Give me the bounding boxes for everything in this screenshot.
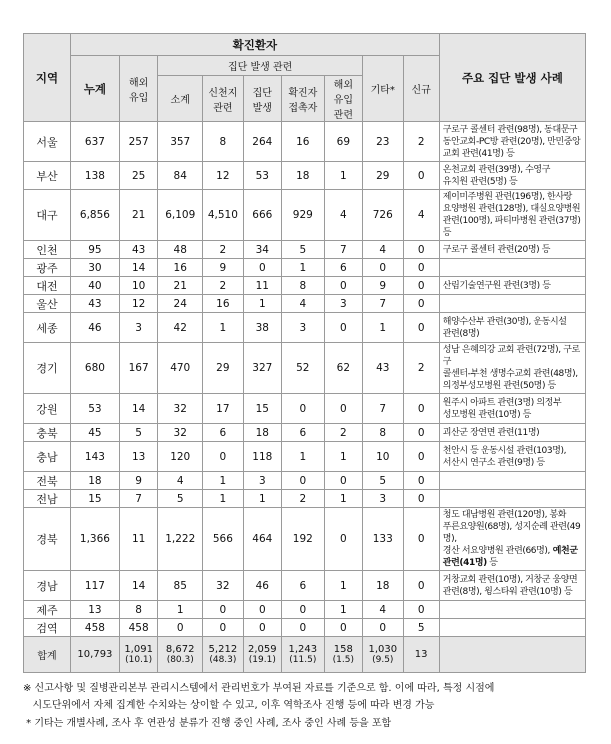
table-row: [24, 601, 586, 619]
subtotal-cell: 84: [158, 162, 203, 190]
cluster-cell: 327: [243, 343, 281, 394]
other-cell: 0: [363, 619, 404, 637]
overseas-cell: 14: [119, 259, 157, 277]
overseas-related-cell: 0: [324, 277, 362, 295]
table-row: [24, 472, 586, 490]
shincheonji-cell: 2: [203, 241, 244, 259]
subtotal-cell: 1,222: [158, 508, 203, 571]
new-cell: 0: [403, 424, 439, 442]
new-cell: 0: [403, 571, 439, 601]
new-cell: 0: [403, 277, 439, 295]
major-cases-cell: [439, 619, 585, 637]
total-subtotal-cell: [158, 637, 203, 673]
contact-cell: 0: [282, 394, 325, 424]
subtotal-cell: 357: [158, 122, 203, 162]
total-percent: (1.5): [332, 655, 354, 665]
shincheonji-cell: 0: [203, 601, 244, 619]
overseas-related-cell: 2: [324, 424, 362, 442]
major-cases-bold-text: 예천군: [550, 546, 578, 556]
major-cases-cell: 온천교회 관련(39명), 수영구 유치원 관련(5명) 등: [439, 162, 585, 190]
new-cell: 0: [403, 442, 439, 472]
cumulative-cell: 143: [70, 442, 119, 472]
contact-cell: 5: [282, 241, 325, 259]
cumulative-cell: 30: [70, 259, 119, 277]
total-overseas-related-cell: [324, 637, 362, 673]
header-new: 신규: [403, 56, 439, 122]
major-cases-text: 등: [486, 558, 498, 568]
overseas-cell: 3: [119, 313, 157, 343]
overseas-related-cell: 1: [324, 442, 362, 472]
other-cell: 23: [363, 122, 404, 162]
total-percent: (19.1): [248, 655, 276, 665]
header-region: 지역: [24, 34, 71, 122]
cluster-cell: 46: [243, 571, 281, 601]
shincheonji-cell: 4,510: [203, 190, 244, 241]
cumulative-cell: 40: [70, 277, 119, 295]
total-percent: (10.1): [125, 655, 153, 665]
other-cell: 5: [363, 472, 404, 490]
major-cases-bold-text: 관련(41명): [442, 558, 487, 568]
subtotal-cell: 48: [158, 241, 203, 259]
major-cases-cell: 거창교회 관련(10명), 거창군 웅양면 관련(8명), 윙스타워 관련(10명) 등: [439, 571, 585, 601]
overseas-cell: 11: [119, 508, 157, 571]
region-cell: 인천: [24, 241, 71, 259]
major-cases-cell: 구로구 콜센터 관련(20명) 등: [439, 241, 585, 259]
new-cell: 0: [403, 601, 439, 619]
table-row: [24, 295, 586, 313]
overseas-related-cell: 6: [324, 259, 362, 277]
region-cell: 강원: [24, 394, 71, 424]
other-cell: 8: [363, 424, 404, 442]
cluster-cell: 1: [243, 490, 281, 508]
overseas-cell: 7: [119, 490, 157, 508]
new-cell: 0: [403, 508, 439, 571]
major-cases-cell: 천안시 등 운동시설 관련(103명), 서산시 연구소 관련(9명) 등: [439, 442, 585, 472]
subtotal-cell: 21: [158, 277, 203, 295]
region-cell: 부산: [24, 162, 71, 190]
overseas-related-cell: 7: [324, 241, 362, 259]
table-row: [24, 424, 586, 442]
header-overseas-related: 해외 유입 관련: [324, 76, 362, 122]
shincheonji-cell: 32: [203, 571, 244, 601]
cumulative-cell: 53: [70, 394, 119, 424]
contact-cell: 0: [282, 601, 325, 619]
header-cumulative: 누계: [70, 56, 119, 122]
major-cases-cell: [439, 490, 585, 508]
new-cell: 0: [403, 394, 439, 424]
region-cell: 전북: [24, 472, 71, 490]
region-cell: 검역: [24, 619, 71, 637]
subtotal-cell: 16: [158, 259, 203, 277]
overseas-cell: 167: [119, 343, 157, 394]
subtotal-cell: 42: [158, 313, 203, 343]
total-row: [24, 637, 586, 673]
contact-cell: 52: [282, 343, 325, 394]
contact-cell: 0: [282, 472, 325, 490]
overseas-cell: 458: [119, 619, 157, 637]
total-new-cell: 13: [403, 637, 439, 673]
contact-cell: 6: [282, 424, 325, 442]
subtotal-cell: 5: [158, 490, 203, 508]
shincheonji-cell: 2: [203, 277, 244, 295]
contact-cell: 6: [282, 571, 325, 601]
total-percent: (80.3): [166, 655, 194, 665]
footnote-data-source-cont: 시도단위에서 자체 집계한 수치와는 상이할 수 있고, 이후 역학조사 진행 등에 따라 변경 가능: [23, 700, 435, 711]
total-value: 1,243: [288, 644, 318, 655]
other-cell: 133: [363, 508, 404, 571]
overseas-cell: 21: [119, 190, 157, 241]
table-row: [24, 394, 586, 424]
major-cases-cell: [439, 259, 585, 277]
region-cell: 울산: [24, 295, 71, 313]
table-row: [24, 162, 586, 190]
other-cell: 3: [363, 490, 404, 508]
table-row: [24, 259, 586, 277]
header-confirmed: 확진환자: [70, 34, 439, 56]
new-cell: 5: [403, 619, 439, 637]
total-overseas-cell: [119, 637, 157, 673]
contact-cell: 8: [282, 277, 325, 295]
cumulative-cell: 1,366: [70, 508, 119, 571]
overseas-cell: 14: [119, 571, 157, 601]
cumulative-cell: 637: [70, 122, 119, 162]
shincheonji-cell: 8: [203, 122, 244, 162]
subtotal-cell: 0: [158, 619, 203, 637]
cluster-cell: 118: [243, 442, 281, 472]
subtotal-cell: 24: [158, 295, 203, 313]
shincheonji-cell: 16: [203, 295, 244, 313]
cumulative-cell: 95: [70, 241, 119, 259]
other-cell: 726: [363, 190, 404, 241]
total-major-cases-cell: [439, 637, 585, 673]
header-subtotal: 소계: [158, 76, 203, 122]
overseas-cell: 25: [119, 162, 157, 190]
total-value: 158: [333, 644, 353, 655]
cluster-cell: 18: [243, 424, 281, 442]
cluster-cell: 53: [243, 162, 281, 190]
header-cluster: 집단 발생 관련: [158, 56, 363, 76]
cumulative-cell: 15: [70, 490, 119, 508]
major-cases-cell: 성남 은혜의강 교회 관련(72명), 구로구 콜센터-부천 생명수교회 관련(48명), 의정부성모병원 관련(50명) 등: [439, 343, 585, 394]
major-cases-cell: 원주시 아파트 관련(3명) 의정부 성모병원 관련(10명) 등: [439, 394, 585, 424]
table-row: [24, 190, 586, 241]
contact-cell: 3: [282, 313, 325, 343]
contact-cell: 0: [282, 619, 325, 637]
cluster-cell: 38: [243, 313, 281, 343]
region-cell: 경남: [24, 571, 71, 601]
cluster-cell: 264: [243, 122, 281, 162]
new-cell: 4: [403, 190, 439, 241]
other-cell: 9: [363, 277, 404, 295]
region-cell: 제주: [24, 601, 71, 619]
subtotal-cell: 470: [158, 343, 203, 394]
header-shincheonji: 신천지 관련: [203, 76, 244, 122]
region-cell: 광주: [24, 259, 71, 277]
table-row: [24, 619, 586, 637]
contact-cell: 2: [282, 490, 325, 508]
total-contact-cell: [282, 637, 325, 673]
overseas-related-cell: 1: [324, 601, 362, 619]
new-cell: 0: [403, 472, 439, 490]
overseas-cell: 5: [119, 424, 157, 442]
new-cell: 0: [403, 295, 439, 313]
contact-cell: 18: [282, 162, 325, 190]
total-value: 1,091: [124, 644, 153, 655]
subtotal-cell: 32: [158, 394, 203, 424]
overseas-cell: 9: [119, 472, 157, 490]
total-other-cell: [363, 637, 404, 673]
header-contact: 확진자 접촉자: [282, 76, 325, 122]
other-cell: 4: [363, 601, 404, 619]
covid-region-table-wrapper: [23, 33, 586, 673]
new-cell: 0: [403, 259, 439, 277]
subtotal-cell: 1: [158, 601, 203, 619]
cumulative-cell: 458: [70, 619, 119, 637]
total-value: 8,672: [165, 644, 195, 655]
total-cluster-cell: [243, 637, 281, 673]
cumulative-cell: 138: [70, 162, 119, 190]
region-cell: 서울: [24, 122, 71, 162]
overseas-cell: 14: [119, 394, 157, 424]
overseas-cell: 12: [119, 295, 157, 313]
other-cell: 0: [363, 259, 404, 277]
subtotal-cell: 32: [158, 424, 203, 442]
new-cell: 2: [403, 122, 439, 162]
table-row: [24, 442, 586, 472]
region-cell: 세종: [24, 313, 71, 343]
table-row: [24, 571, 586, 601]
shincheonji-cell: 566: [203, 508, 244, 571]
total-value: 1,030: [368, 644, 398, 655]
overseas-related-cell: 1: [324, 162, 362, 190]
total-percent: (9.5): [372, 655, 394, 665]
major-cases-cell: [439, 295, 585, 313]
table-row: [24, 313, 586, 343]
major-cases-cell: 구로구 콜센터 관련(98명), 동대문구 동안교회-PC방 관련(20명), 만민중앙 교회 관련(41명) 등: [439, 122, 585, 162]
footnote-data-source: ※ 신고사항 및 질병관리본부 관리시스템에서 관리번호가 부여된 자료를 기준으로 함. 이에 따라, 특정 시점에: [23, 683, 495, 694]
cluster-cell: 0: [243, 259, 281, 277]
contact-cell: 4: [282, 295, 325, 313]
region-cell: 충북: [24, 424, 71, 442]
cumulative-cell: 6,856: [70, 190, 119, 241]
overseas-related-cell: 1: [324, 490, 362, 508]
cumulative-cell: 680: [70, 343, 119, 394]
major-cases-cell: [439, 601, 585, 619]
total-percent: (11.5): [289, 655, 317, 665]
shincheonji-cell: 9: [203, 259, 244, 277]
total-shincheonji-cell: [203, 637, 244, 673]
overseas-related-cell: 69: [324, 122, 362, 162]
overseas-related-cell: 62: [324, 343, 362, 394]
new-cell: 0: [403, 241, 439, 259]
other-cell: 7: [363, 295, 404, 313]
major-cases-text: 청도 대남병원 관련(120명), 봉화 푸른요양원(68명), 성지순례 관련(49명), 경산 서요양병원 관련(66명),: [442, 510, 581, 556]
overseas-related-cell: 0: [324, 619, 362, 637]
header-other: 기타*: [363, 56, 404, 122]
table-row: [24, 241, 586, 259]
overseas-related-cell: 1: [324, 571, 362, 601]
cumulative-cell: 46: [70, 313, 119, 343]
shincheonji-cell: 29: [203, 343, 244, 394]
major-cases-cell: [439, 472, 585, 490]
covid-region-table: [23, 33, 586, 673]
other-cell: 43: [363, 343, 404, 394]
other-cell: 4: [363, 241, 404, 259]
new-cell: 0: [403, 313, 439, 343]
major-cases-cell: 제이미주병원 관련(196명), 한사랑 요양병원 관련(128명), 대실요양병원 관련(100명), 파티마병원 관련(37명) 등: [439, 190, 585, 241]
cumulative-cell: 43: [70, 295, 119, 313]
major-cases-cell: [439, 508, 585, 571]
other-cell: 1: [363, 313, 404, 343]
region-cell: 대구: [24, 190, 71, 241]
region-cell: 전남: [24, 490, 71, 508]
cumulative-cell: 13: [70, 601, 119, 619]
cluster-cell: 0: [243, 601, 281, 619]
overseas-cell: 8: [119, 601, 157, 619]
cumulative-cell: 45: [70, 424, 119, 442]
table-row: [24, 508, 586, 571]
overseas-cell: 10: [119, 277, 157, 295]
major-cases-cell: 산림기술연구원 관련(3명) 등: [439, 277, 585, 295]
contact-cell: 1: [282, 259, 325, 277]
contact-cell: 929: [282, 190, 325, 241]
cluster-cell: 0: [243, 619, 281, 637]
header-cluster-outbreak: 집단 발생: [243, 76, 281, 122]
cluster-cell: 34: [243, 241, 281, 259]
shincheonji-cell: 0: [203, 442, 244, 472]
overseas-cell: 257: [119, 122, 157, 162]
cluster-cell: 1: [243, 295, 281, 313]
total-value: 5,212: [208, 644, 238, 655]
table-row: [24, 277, 586, 295]
region-cell: 충남: [24, 442, 71, 472]
major-cases-cell: 괴산군 장연면 관련(11명): [439, 424, 585, 442]
other-cell: 29: [363, 162, 404, 190]
total-label: 합계: [24, 637, 71, 673]
cluster-cell: 3: [243, 472, 281, 490]
total-value: 2,059: [247, 644, 277, 655]
overseas-related-cell: 0: [324, 313, 362, 343]
subtotal-cell: 85: [158, 571, 203, 601]
new-cell: 2: [403, 343, 439, 394]
overseas-related-cell: 0: [324, 508, 362, 571]
region-cell: 대전: [24, 277, 71, 295]
table-row: [24, 490, 586, 508]
shincheonji-cell: 0: [203, 619, 244, 637]
new-cell: 0: [403, 490, 439, 508]
cluster-cell: 464: [243, 508, 281, 571]
other-cell: 10: [363, 442, 404, 472]
region-cell: 경기: [24, 343, 71, 394]
other-cell: 18: [363, 571, 404, 601]
shincheonji-cell: 17: [203, 394, 244, 424]
total-percent: (48.3): [209, 655, 237, 665]
contact-cell: 1: [282, 442, 325, 472]
overseas-related-cell: 0: [324, 472, 362, 490]
cluster-cell: 666: [243, 190, 281, 241]
overseas-related-cell: 3: [324, 295, 362, 313]
overseas-related-cell: 4: [324, 190, 362, 241]
other-cell: 7: [363, 394, 404, 424]
major-cases-cell: 해양수산부 관련(30명), 운동시설 관련(8명): [439, 313, 585, 343]
total-cumulative-cell: 10,793: [70, 637, 119, 673]
cluster-cell: 11: [243, 277, 281, 295]
new-cell: 0: [403, 162, 439, 190]
cumulative-cell: 117: [70, 571, 119, 601]
cluster-cell: 15: [243, 394, 281, 424]
table-row: [24, 122, 586, 162]
header-overseas: 해외 유입: [119, 56, 157, 122]
table-body: [24, 122, 586, 673]
footnote-other-definition: * 기타는 개별사례, 조사 후 연관성 분류가 진행 중인 사례, 조사 중인 사례 등을 포함: [23, 718, 392, 729]
contact-cell: 192: [282, 508, 325, 571]
table-header: [24, 34, 586, 122]
subtotal-cell: 120: [158, 442, 203, 472]
region-cell: 경북: [24, 508, 71, 571]
shincheonji-cell: 6: [203, 424, 244, 442]
shincheonji-cell: 1: [203, 490, 244, 508]
subtotal-cell: 4: [158, 472, 203, 490]
header-major-cases: 주요 집단 발생 사례: [439, 34, 585, 122]
shincheonji-cell: 12: [203, 162, 244, 190]
shincheonji-cell: 1: [203, 472, 244, 490]
overseas-related-cell: 0: [324, 394, 362, 424]
shincheonji-cell: 1: [203, 313, 244, 343]
cumulative-cell: 18: [70, 472, 119, 490]
subtotal-cell: 6,109: [158, 190, 203, 241]
contact-cell: 16: [282, 122, 325, 162]
overseas-cell: 43: [119, 241, 157, 259]
table-row: [24, 343, 586, 394]
overseas-cell: 13: [119, 442, 157, 472]
